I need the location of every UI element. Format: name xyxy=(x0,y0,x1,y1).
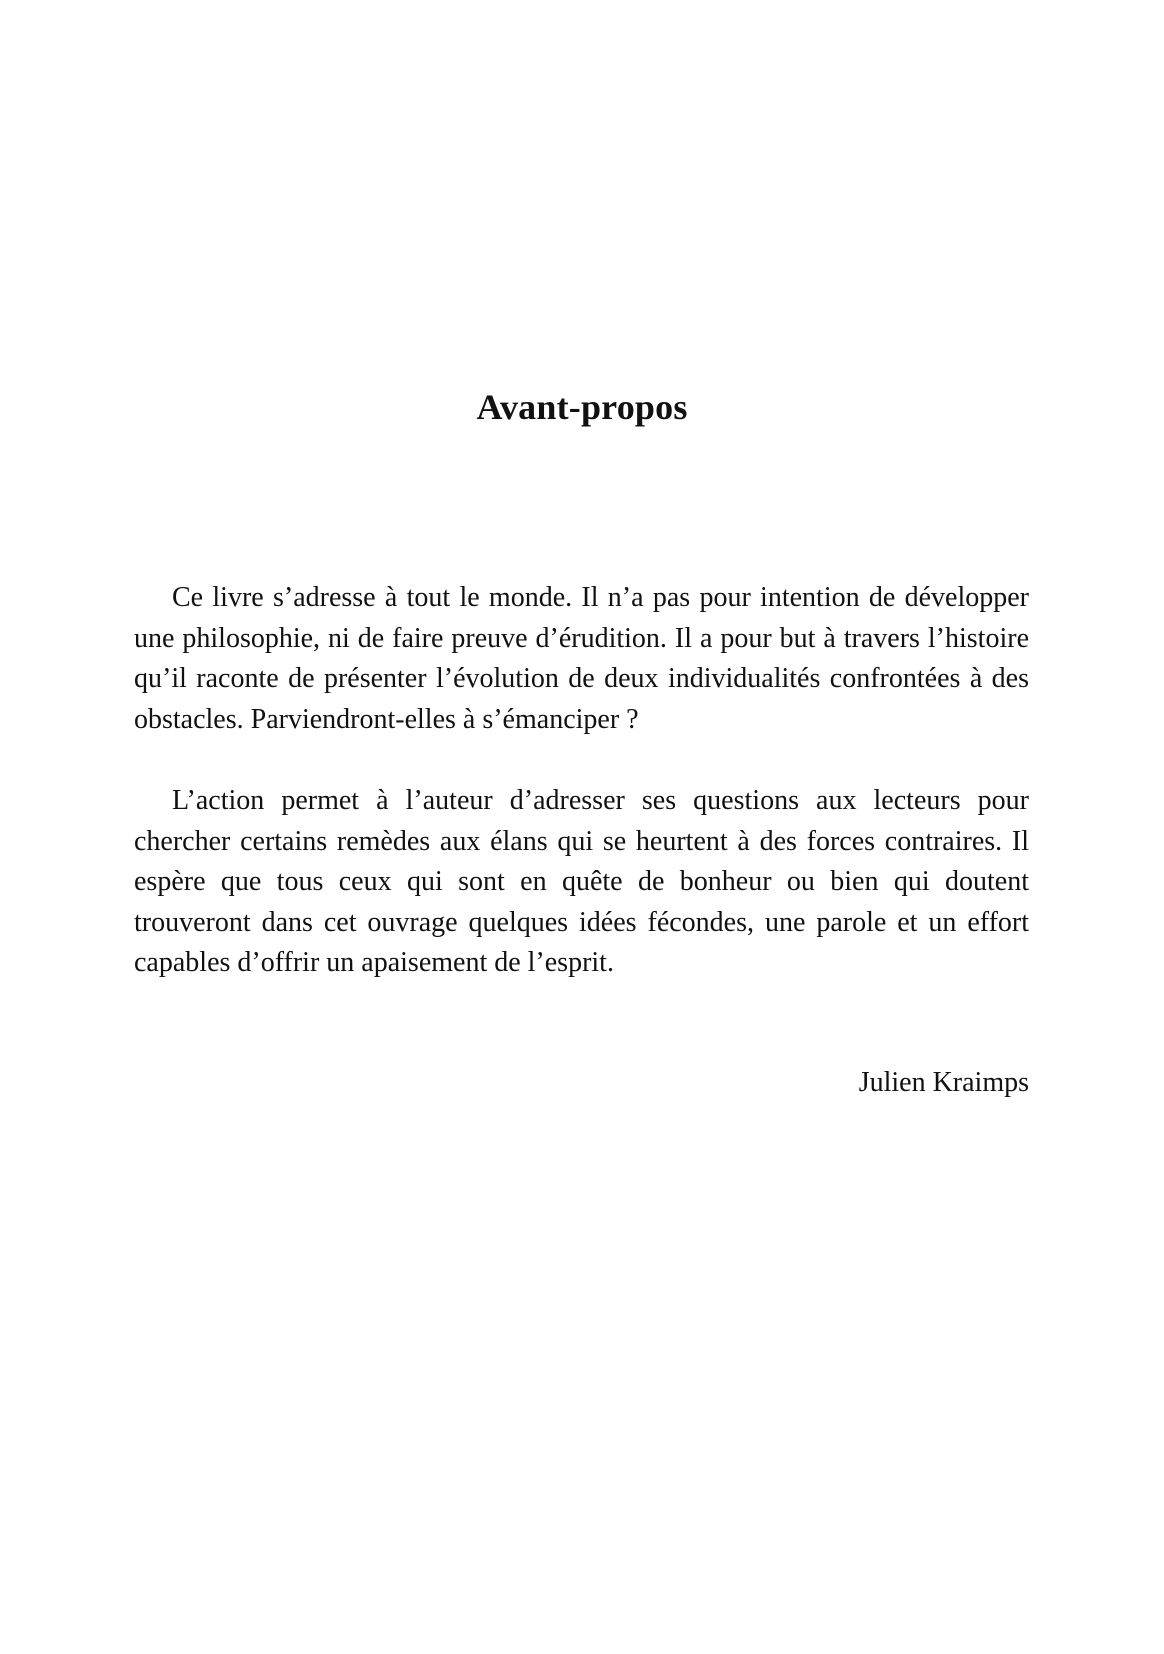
paragraph-2: L’action permet à l’auteur d’adresser ses questions aux lecteurs pour chercher certains remèdes aux élans qui se heurtent à des forces contraires. Il espère que tous ceux qui sont en quête de bonheur ou bien qui doutent trouveront dans cet ouvrage quelques idées fécondes, une parole et un effort capables d’offrir un apaisement de l’esprit. xyxy=(134,785,1029,978)
paragraph-1: Ce livre s’adresse à tout le monde. Il n’a pas pour intention de développer une philosophie, ni de faire preuve d’érudition. Il a pour but à travers l’histoire qu’il raconte de présenter l’évolution de deux individualités confrontées à des obstacles. Parviendront-elles à s’émanciper ? xyxy=(134,582,1029,735)
foreword-body xyxy=(134,578,1029,984)
author-signature: Julien Kraimps xyxy=(858,1067,1029,1098)
page-title: Avant-propos xyxy=(476,387,688,427)
